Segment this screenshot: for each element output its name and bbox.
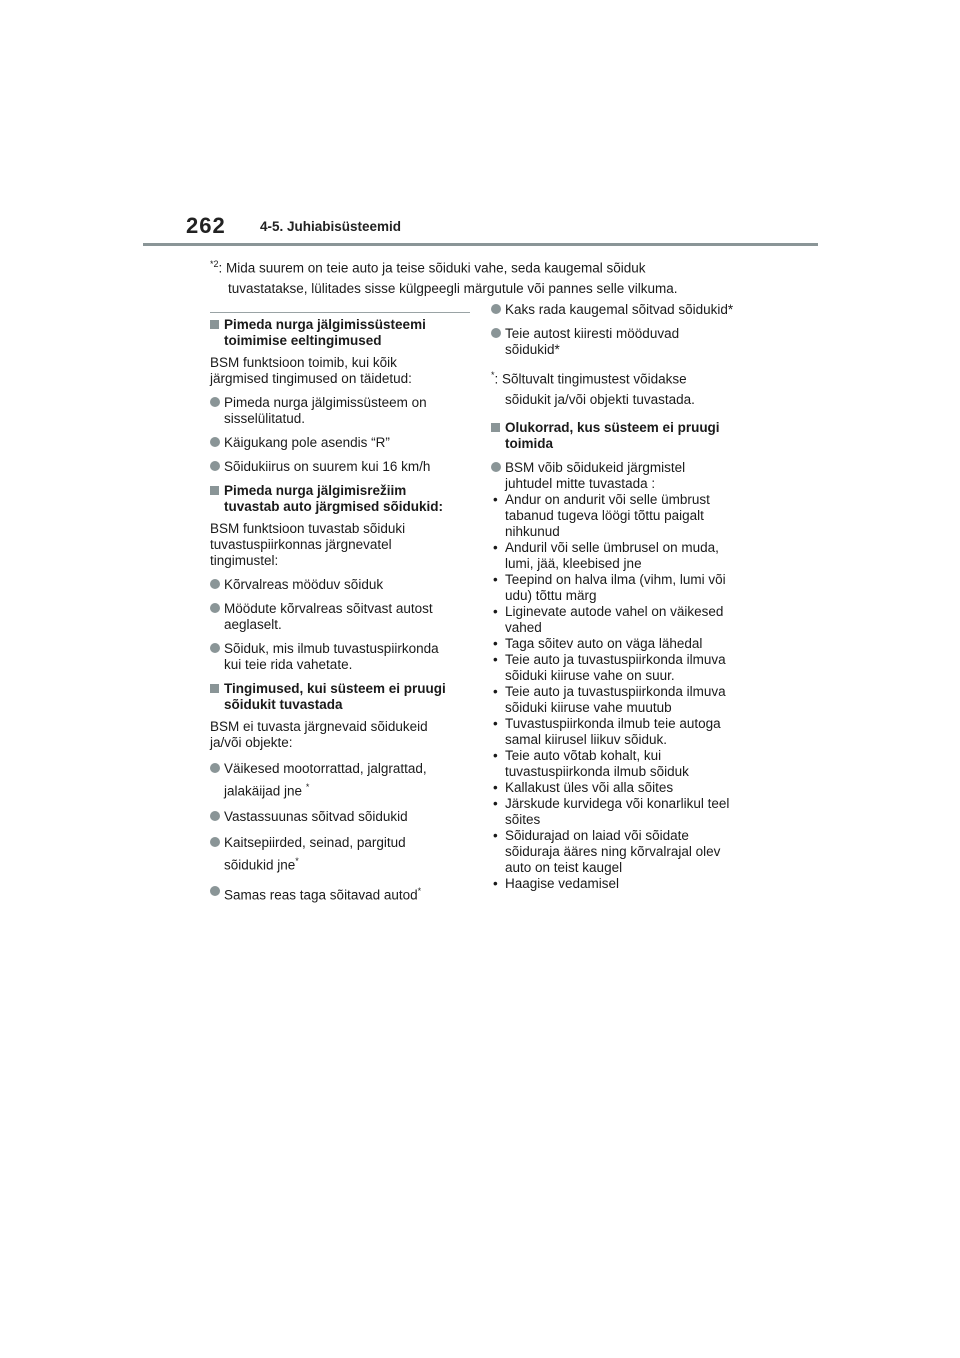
text-line: Samas reas taga sõitavad autod — [224, 887, 418, 903]
sub-list-item: • Taga sõitev auto on väga lähedal — [491, 636, 756, 652]
text-line: Kaks rada kaugemal sõitvad sõidukid* — [505, 302, 734, 317]
heading-line: toimimise eeltingimused — [224, 333, 382, 348]
left-column — [210, 312, 470, 912]
sub-list-item: • Haagise vedamisel — [491, 876, 756, 892]
list-item — [491, 326, 756, 358]
text-line: tuvastuspiirkonnas järgnevatel — [210, 537, 392, 552]
heading-line: Tingimused, kui süsteem ei pruugi — [224, 681, 446, 696]
sub-list — [491, 492, 756, 892]
text-line: jalakäijad jne — [224, 783, 306, 799]
paragraph — [210, 719, 470, 751]
text-line: juhtudel mitte tuvastada : — [505, 475, 656, 491]
list-item — [210, 809, 470, 825]
list-item — [210, 882, 470, 905]
sub-list-item: • Liginevate autode vahel on väikesed vahed — [491, 604, 756, 636]
footnote-marker: * — [491, 370, 495, 380]
square-bullet-icon — [491, 423, 500, 432]
circle-bullet-icon — [210, 886, 220, 896]
list-item — [210, 577, 470, 593]
circle-bullet-icon — [210, 811, 220, 821]
circle-bullet-icon — [210, 763, 220, 773]
footnote-marker: * — [295, 855, 299, 866]
circle-bullet-icon — [210, 643, 220, 653]
text-line: Möödute kõrvalreas sõitvast autost — [224, 601, 433, 616]
text-line: sõidukit ja/või objekti tuvastada. — [505, 391, 695, 407]
footnote-marker: * — [417, 886, 422, 896]
text-line: tingimustel: — [210, 553, 279, 568]
page-number: 262 — [186, 213, 226, 238]
circle-bullet-icon — [210, 437, 220, 447]
list-item — [210, 641, 470, 673]
heading-line: Olukorrad, kus süsteem ei pruugi — [505, 419, 720, 435]
circle-bullet-icon — [210, 461, 220, 471]
header-rule — [143, 243, 818, 246]
text-line: sõidukid* — [505, 342, 560, 357]
list-item — [210, 601, 470, 633]
text-line: BSM võib sõidukeid järgmistel — [505, 459, 686, 475]
footnote-marker: *2 — [210, 259, 219, 269]
section-heading — [491, 420, 756, 452]
text-line: Väikesed mootorrattad, jalgrattad, — [224, 761, 427, 776]
circle-bullet-icon — [491, 304, 501, 314]
sub-list-item: • Anduril või selle ümbrusel on muda, lumi, jää, kleebised jne — [491, 540, 756, 572]
text-line: järgmised tingimused on täidetud: — [210, 371, 412, 386]
footnote-2 — [210, 254, 810, 299]
list-item — [491, 460, 756, 892]
text-line: BSM funktsioon toimib, kui kõik — [210, 355, 397, 370]
sub-list-item: • Tuvastuspiirkonda ilmub teie autoga samal kiirusel liikuv sõiduk. — [491, 716, 756, 748]
footnote-marker: * — [305, 782, 310, 792]
paragraph — [210, 521, 470, 569]
heading-line: tuvastab auto järgmised sõidukid: — [224, 499, 444, 514]
text-line: Sõiduk, mis ilmub tuvastuspiirkonda — [224, 641, 439, 656]
list-item — [210, 395, 470, 427]
sub-list-item: • Sõidurajad on laiad või sõidate sõiduraja ääres ning kõrvalrajal olev auto on teist kaugel — [491, 828, 756, 876]
footnote-line: : Mida suurem on teie auto ja teise sõiduki vahe, seda kaugemal sõiduk — [218, 260, 646, 276]
circle-bullet-icon — [210, 397, 220, 407]
text-line: sõidukid jne — [224, 857, 296, 872]
text-line: Pimeda nurga jälgimissüsteem on — [224, 395, 427, 410]
circle-bullet-icon — [210, 837, 220, 847]
list-item — [210, 435, 470, 451]
text-line: Kõrvalreas mööduv sõiduk — [224, 577, 384, 592]
circle-bullet-icon — [210, 579, 220, 589]
section-heading — [210, 483, 470, 515]
text-line: Käigukang pole asendis “R” — [224, 435, 390, 450]
list-item — [210, 833, 470, 875]
heading-line: sõidukit tuvastada — [224, 697, 343, 712]
sub-list-item: • Teie auto ja tuvastuspiirkonda ilmuva sõiduki kiiruse vahe on suur. — [491, 652, 756, 684]
text-line: aeglaselt. — [224, 617, 282, 632]
circle-bullet-icon — [210, 603, 220, 613]
text-line: Sõidukiirus on suurem kui 16 km/h — [224, 459, 431, 474]
sub-list-item: • Teepind on halva ilma (vihm, lumi või udu) tõttu märg — [491, 572, 756, 604]
circle-bullet-icon — [491, 328, 501, 338]
heading-line: toimida — [505, 435, 554, 451]
sub-list-item: • Kallakust üles või alla sõites — [491, 780, 756, 796]
square-bullet-icon — [210, 486, 219, 495]
text-line: kui teie rida vahetate. — [224, 657, 353, 672]
sub-list-item: • Teie auto ja tuvastuspiirkonda ilmuva sõiduki kiiruse vahe muutub — [491, 684, 756, 716]
paragraph — [210, 355, 470, 387]
list-item — [491, 302, 756, 318]
text-line: BSM funktsioon tuvastab sõiduki — [210, 521, 406, 536]
circle-bullet-icon — [491, 462, 501, 472]
text-line: Vastassuunas sõitvad sõidukid — [224, 808, 408, 824]
section-heading — [210, 317, 470, 349]
heading-line: Pimeda nurga jälgimissüsteemi — [224, 317, 426, 332]
square-bullet-icon — [210, 320, 219, 329]
text-line: Teie autost kiiresti mööduvad — [505, 326, 680, 341]
sub-list-item: • Järskude kurvidega või konarlikul teel sõites — [491, 796, 756, 828]
section-heading — [210, 681, 470, 713]
sub-list-item: • Teie auto võtab kohalt, kui tuvastuspiirkonda ilmub sõiduk — [491, 748, 756, 780]
text-line: Kaitsepiirded, seinad, pargitud — [224, 834, 406, 850]
footnote-line: tuvastatakse, lülitades sisse külgpeegli märgutule või pannes selle vilkuma. — [228, 280, 678, 296]
heading-line: Pimeda nurga jälgimisrežiim — [224, 483, 407, 498]
list-item — [210, 759, 470, 801]
footnote — [491, 365, 756, 410]
text-line: BSM ei tuvasta järgnevaid sõidukeid — [210, 719, 428, 734]
text-line: sisselülitatud. — [224, 411, 306, 426]
list-item — [210, 459, 470, 475]
chapter-title: 4-5. Juhiabisüsteemid — [260, 219, 402, 234]
text-line: ja/või objekte: — [210, 735, 293, 750]
right-column — [491, 302, 756, 892]
sub-list-item: • Andur on andurit või selle ümbrust tabanud tugeva löögi tõttu paigalt nihkunud — [491, 492, 756, 540]
text-line: : Sõltuvalt tingimustest võidakse — [494, 371, 687, 387]
square-bullet-icon — [210, 684, 219, 693]
